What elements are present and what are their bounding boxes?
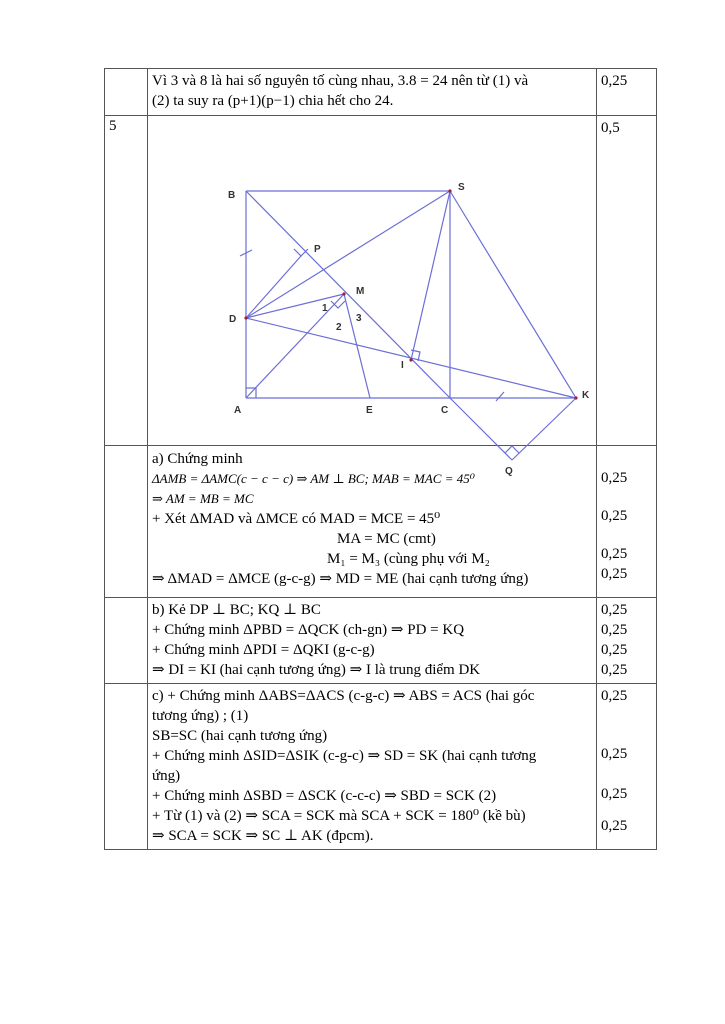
score: 0,5	[601, 120, 620, 136]
score: 0,25	[601, 546, 628, 562]
question-number: 5	[109, 118, 117, 134]
solution-line: M₁ = M₃ (cùng phụ với M₂	[327, 551, 490, 567]
solution-line: Vì 3 và 8 là hai số nguyên tố cùng nhau, 3.8 = 24 nên từ (1) và	[152, 73, 529, 89]
row-part-b	[105, 598, 657, 684]
angle-label-3: 3	[356, 313, 362, 324]
score: 0,25	[601, 622, 628, 638]
score: 0,25	[601, 662, 628, 678]
solution-cell	[148, 598, 597, 684]
score: 0,25	[601, 786, 628, 802]
solution-line: b) Kẻ DP ⊥ BC; KQ ⊥ BC	[152, 602, 321, 618]
score: 0,25	[601, 470, 628, 486]
score: 0,25	[601, 602, 628, 618]
solution-line: ΔAMB = ΔAMC(c − c − c) ⇒ AM ⊥ BC; MAB = MAC = 45⁰	[152, 471, 475, 486]
point-label-m: M	[356, 286, 365, 297]
solution-line: ⇒ SCA = SCK ⇒ SC ⊥ AK (đpcm).	[152, 828, 374, 844]
score: 0,25	[601, 508, 628, 524]
solution-line: c) + Chứng minh ΔABS=ΔACS (c-g-c) ⇒ ABS = ACS (hai góc	[152, 688, 535, 704]
solution-cell	[148, 69, 597, 116]
point-label-b: B	[228, 190, 236, 201]
solution-line: + Chứng minh ΔSID=ΔSIK (c-g-c) ⇒ SD = SK (hai cạnh tương	[152, 748, 537, 764]
solution-cell	[148, 684, 597, 850]
solution-line: + Chứng minh ΔPDI = ΔQKI (g-c-g)	[152, 642, 375, 658]
score: 0,25	[601, 73, 628, 89]
row-part-c	[105, 684, 657, 850]
point-label-s: S	[458, 182, 465, 193]
score-cell	[597, 598, 657, 684]
point-label-k: K	[582, 390, 590, 401]
point-label-i: I	[401, 360, 404, 371]
solution-line: + Từ (1) và (2) ⇒ SCA = SCK mà SCA + SCK = 180⁰ (kề bù)	[152, 808, 526, 824]
point-label-q: Q	[505, 466, 513, 477]
solution-cell	[148, 446, 597, 598]
solution-line: + Chứng minh ΔSBD = ΔSCK (c-c-c) ⇒ SBD = SCK (2)	[152, 788, 497, 804]
score-cell	[597, 446, 657, 598]
score-cell	[597, 69, 657, 116]
solution-line: ⇒ AM = MB = MC	[152, 491, 254, 506]
row-question-5-figure	[105, 116, 657, 446]
question-number-cell	[105, 446, 148, 598]
solution-line: ⇒ ΔMAD = ΔMCE (g-c-g) ⇒ MD = ME (hai cạnh tương ứng)	[152, 571, 529, 587]
solution-line: (2) ta suy ra (p+1)(p−1) chia hết cho 24.	[152, 93, 394, 109]
score-cell	[597, 684, 657, 850]
question-number-cell	[105, 684, 148, 850]
solution-line: ⇒ DI = KI (hai cạnh tương ứng) ⇒ I là trung điểm DK	[152, 662, 481, 678]
row-part-a	[105, 446, 657, 598]
point-label-a: A	[234, 405, 242, 416]
answer-table	[104, 68, 657, 850]
score: 0,25	[601, 818, 628, 834]
score-cell	[597, 116, 657, 446]
part-title: a) Chứng minh	[152, 451, 243, 467]
math-expression: (p+1)(p−1)	[227, 93, 295, 109]
score: 0,25	[601, 746, 628, 762]
solution-line: + Xét ΔMAD và ΔMCE có MAD = MCE = 45⁰	[152, 511, 441, 527]
question-number-cell	[105, 69, 148, 116]
angle-label-2: 2	[336, 322, 342, 333]
point-label-d: D	[229, 314, 237, 325]
row-conclusion-prev	[105, 69, 657, 116]
score: 0,25	[601, 566, 628, 582]
solution-line: MA = MC (cmt)	[337, 531, 436, 547]
solution-line: + Chứng minh ΔPBD = ΔQCK (ch-gn) ⇒ PD = KQ	[152, 622, 465, 638]
point-label-e: E	[366, 405, 373, 416]
question-number-cell	[105, 116, 148, 446]
solution-line: tương ứng) ; (1)	[152, 708, 249, 724]
point-label-c: C	[441, 405, 449, 416]
score: 0,25	[601, 688, 628, 704]
solution-line: SB=SC (hai cạnh tương ứng)	[152, 728, 328, 744]
score: 0,25	[601, 642, 628, 658]
angle-label-1: 1	[322, 303, 328, 314]
solution-line: ứng)	[152, 768, 181, 784]
point-label-p: P	[314, 244, 321, 255]
question-number-cell	[105, 598, 148, 684]
